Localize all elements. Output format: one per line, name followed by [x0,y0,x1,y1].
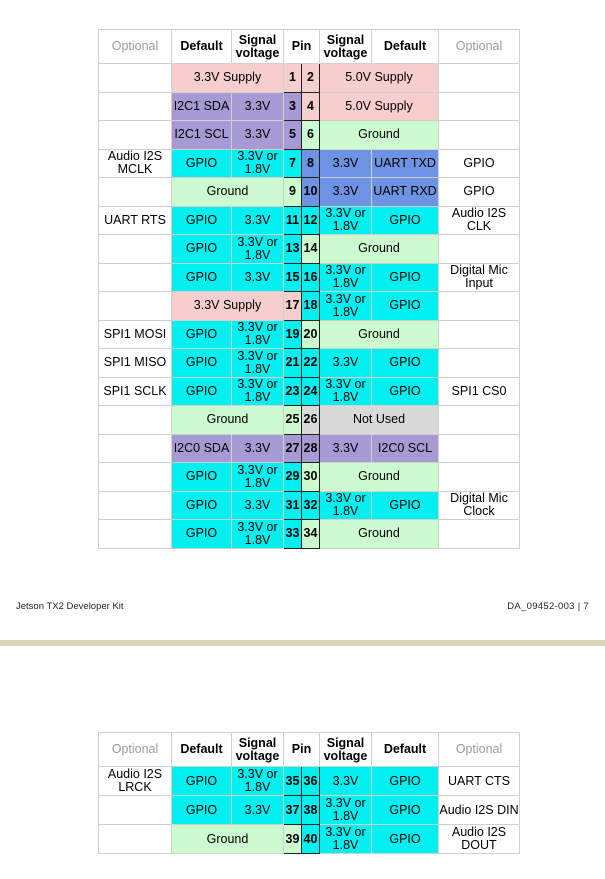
optional-function-left [99,235,172,264]
optional-function-right: Audio I2S DIN [439,796,520,825]
pin-number-even: 32 [302,491,320,520]
pin-number-odd: 23 [284,377,302,406]
optional-function-right [439,292,520,321]
pin-number-odd: 27 [284,434,302,463]
pin-row [99,349,520,378]
default-function-right: GPIO [372,767,439,796]
pin-number-odd: 5 [284,121,302,150]
signal-voltage-left: 3.3V [232,434,284,463]
pin-number-even: 10 [302,178,320,207]
signal-voltage-right: 3.3V [320,767,372,796]
header-optional-left: Optional [99,733,172,767]
optional-function-right [439,434,520,463]
optional-function-left [99,520,172,549]
default-function-left: GPIO [172,320,232,349]
signal-voltage-left: 3.3V or 1.8V [232,235,284,264]
pin-number-odd: 33 [284,520,302,549]
optional-function-right [439,92,520,121]
header-default-right: Default [372,30,439,64]
signal-voltage-right: 3.3V or 1.8V [320,825,372,854]
pin-number-even: 36 [302,767,320,796]
default-function-left: GPIO [172,463,232,492]
pin-number-even: 22 [302,349,320,378]
pin-row [99,491,520,520]
default-function-right: GPIO [372,377,439,406]
pin-row [99,121,520,150]
default-function-right: Ground [320,520,439,549]
optional-function-left [99,263,172,292]
pin-number-even: 30 [302,463,320,492]
header-default-left: Default [172,733,232,767]
pin-number-odd: 3 [284,92,302,121]
optional-function-left: SPI1 MISO [99,349,172,378]
pin-number-odd: 35 [284,767,302,796]
pin-number-odd: 1 [284,64,302,93]
optional-function-right: GPIO [439,178,520,207]
optional-function-left [99,796,172,825]
optional-function-right [439,121,520,150]
footer-page-number: DA_09452-003 | 7 [507,601,589,612]
pin-row [99,64,520,93]
optional-function-right [439,64,520,93]
optional-function-left [99,463,172,492]
signal-voltage-left: 3.3V [232,263,284,292]
optional-function-left [99,121,172,150]
optional-function-right: SPI1 CS0 [439,377,520,406]
signal-voltage-left: 3.3V [232,206,284,235]
optional-function-right: UART CTS [439,767,520,796]
pin-number-odd: 19 [284,320,302,349]
default-function-right: Ground [320,121,439,150]
optional-function-right: Digital Mic Clock [439,491,520,520]
default-function-right: GPIO [372,292,439,321]
signal-voltage-left: 3.3V [232,92,284,121]
signal-voltage-left: 3.3V [232,796,284,825]
default-function-left: GPIO [172,767,232,796]
signal-voltage-left: 3.3V [232,491,284,520]
optional-function-left [99,92,172,121]
pin-row [99,206,520,235]
optional-function-right: GPIO [439,149,520,178]
pin-number-odd: 13 [284,235,302,264]
pin-number-even: 20 [302,320,320,349]
pin-row [99,796,520,825]
pin-number-even: 14 [302,235,320,264]
page-separator [0,640,605,646]
pin-number-odd: 25 [284,406,302,435]
signal-voltage-left: 3.3V [232,121,284,150]
pin-number-odd: 39 [284,825,302,854]
signal-voltage-left: 3.3V or 1.8V [232,463,284,492]
optional-function-left [99,178,172,207]
pin-number-even: 28 [302,434,320,463]
optional-function-left: SPI1 MOSI [99,320,172,349]
default-function-right: UART TXD [372,149,439,178]
pin-row [99,825,520,854]
signal-voltage-right: 3.3V [320,349,372,378]
pin-row [99,320,520,349]
signal-voltage-right: 3.3V or 1.8V [320,491,372,520]
pin-number-even: 26 [302,406,320,435]
default-function-left: 3.3V Supply [172,292,284,321]
pin-number-even: 40 [302,825,320,854]
signal-voltage-right: 3.3V or 1.8V [320,263,372,292]
pin-row [99,377,520,406]
default-function-left: GPIO [172,796,232,825]
pin-number-even: 8 [302,149,320,178]
header-optional-right: Optional [439,30,520,64]
optional-function-left [99,64,172,93]
default-function-right: GPIO [372,349,439,378]
pin-row [99,92,520,121]
pin-number-odd: 31 [284,491,302,520]
header-optional-left: Optional [99,30,172,64]
optional-function-left: SPI1 SCLK [99,377,172,406]
pin-row [99,292,520,321]
default-function-right: Ground [320,463,439,492]
default-function-right: UART RXD [372,178,439,207]
default-function-right: GPIO [372,825,439,854]
pin-table-page2 [98,732,520,854]
signal-voltage-left: 3.3V or 1.8V [232,520,284,549]
default-function-right: 5.0V Supply [320,92,439,121]
default-function-right: GPIO [372,206,439,235]
pin-row [99,463,520,492]
signal-voltage-right: 3.3V or 1.8V [320,796,372,825]
pin-table-page1 [98,29,520,549]
default-function-right: GPIO [372,796,439,825]
default-function-left: I2C1 SCL [172,121,232,150]
default-function-left: Ground [172,406,284,435]
optional-function-left: Audio I2S MCLK [99,149,172,178]
signal-voltage-right: 3.3V [320,149,372,178]
header-pin: Pin [284,30,320,64]
signal-voltage-left: 3.3V or 1.8V [232,377,284,406]
default-function-left: GPIO [172,149,232,178]
pin-row [99,178,520,207]
header-voltage-right: Signal voltage [320,30,372,64]
optional-function-left: UART RTS [99,206,172,235]
header-voltage-left: Signal voltage [232,30,284,64]
default-function-right: 5.0V Supply [320,64,439,93]
signal-voltage-right: 3.3V [320,434,372,463]
pin-row [99,406,520,435]
default-function-right: GPIO [372,491,439,520]
header-optional-right: Optional [439,733,520,767]
optional-function-left [99,292,172,321]
pin-number-odd: 15 [284,263,302,292]
header-voltage-right: Signal voltage [320,733,372,767]
default-function-left: I2C0 SDA [172,434,232,463]
default-function-right: Ground [320,235,439,264]
pin-row [99,235,520,264]
pin-number-even: 2 [302,64,320,93]
pin-number-odd: 9 [284,178,302,207]
default-function-left: GPIO [172,263,232,292]
pin-row [99,767,520,796]
pin-number-odd: 29 [284,463,302,492]
header-pin: Pin [284,733,320,767]
default-function-left: GPIO [172,235,232,264]
optional-function-right [439,520,520,549]
optional-function-right [439,320,520,349]
default-function-left: 3.3V Supply [172,64,284,93]
default-function-left: GPIO [172,206,232,235]
header-voltage-left: Signal voltage [232,733,284,767]
pin-number-even: 24 [302,377,320,406]
pin-number-even: 18 [302,292,320,321]
header-row [99,733,520,767]
header-default-left: Default [172,30,232,64]
pin-row [99,434,520,463]
signal-voltage-left: 3.3V or 1.8V [232,320,284,349]
pin-row [99,520,520,549]
optional-function-left [99,825,172,854]
pin-number-even: 4 [302,92,320,121]
footer-document-title: Jetson TX2 Developer Kit [16,601,124,612]
pin-number-odd: 37 [284,796,302,825]
pin-number-even: 16 [302,263,320,292]
default-function-left: I2C1 SDA [172,92,232,121]
signal-voltage-right: 3.3V or 1.8V [320,206,372,235]
optional-function-right: Audio I2S CLK [439,206,520,235]
optional-function-right: Digital Mic Input [439,263,520,292]
header-default-right: Default [372,733,439,767]
header-row [99,30,520,64]
pin-number-odd: 21 [284,349,302,378]
optional-function-right [439,406,520,435]
pin-number-even: 6 [302,121,320,150]
pin-number-odd: 7 [284,149,302,178]
optional-function-left [99,434,172,463]
signal-voltage-left: 3.3V or 1.8V [232,349,284,378]
signal-voltage-right: 3.3V [320,178,372,207]
signal-voltage-right: 3.3V or 1.8V [320,292,372,321]
signal-voltage-right: 3.3V or 1.8V [320,377,372,406]
optional-function-left [99,406,172,435]
pin-number-even: 12 [302,206,320,235]
default-function-left: Ground [172,178,284,207]
signal-voltage-left: 3.3V or 1.8V [232,149,284,178]
optional-function-right [439,349,520,378]
default-function-left: Ground [172,825,284,854]
default-function-left: GPIO [172,349,232,378]
optional-function-right [439,235,520,264]
default-function-right: Not Used [320,406,439,435]
default-function-right: GPIO [372,263,439,292]
pin-number-odd: 17 [284,292,302,321]
default-function-left: GPIO [172,520,232,549]
optional-function-right: Audio I2S DOUT [439,825,520,854]
optional-function-left [99,491,172,520]
default-function-right: Ground [320,320,439,349]
default-function-left: GPIO [172,377,232,406]
pin-number-even: 34 [302,520,320,549]
optional-function-left: Audio I2S LRCK [99,767,172,796]
signal-voltage-left: 3.3V or 1.8V [232,767,284,796]
default-function-right: I2C0 SCL [372,434,439,463]
pin-number-even: 38 [302,796,320,825]
pin-row [99,149,520,178]
pin-row [99,263,520,292]
default-function-left: GPIO [172,491,232,520]
pin-number-odd: 11 [284,206,302,235]
optional-function-right [439,463,520,492]
